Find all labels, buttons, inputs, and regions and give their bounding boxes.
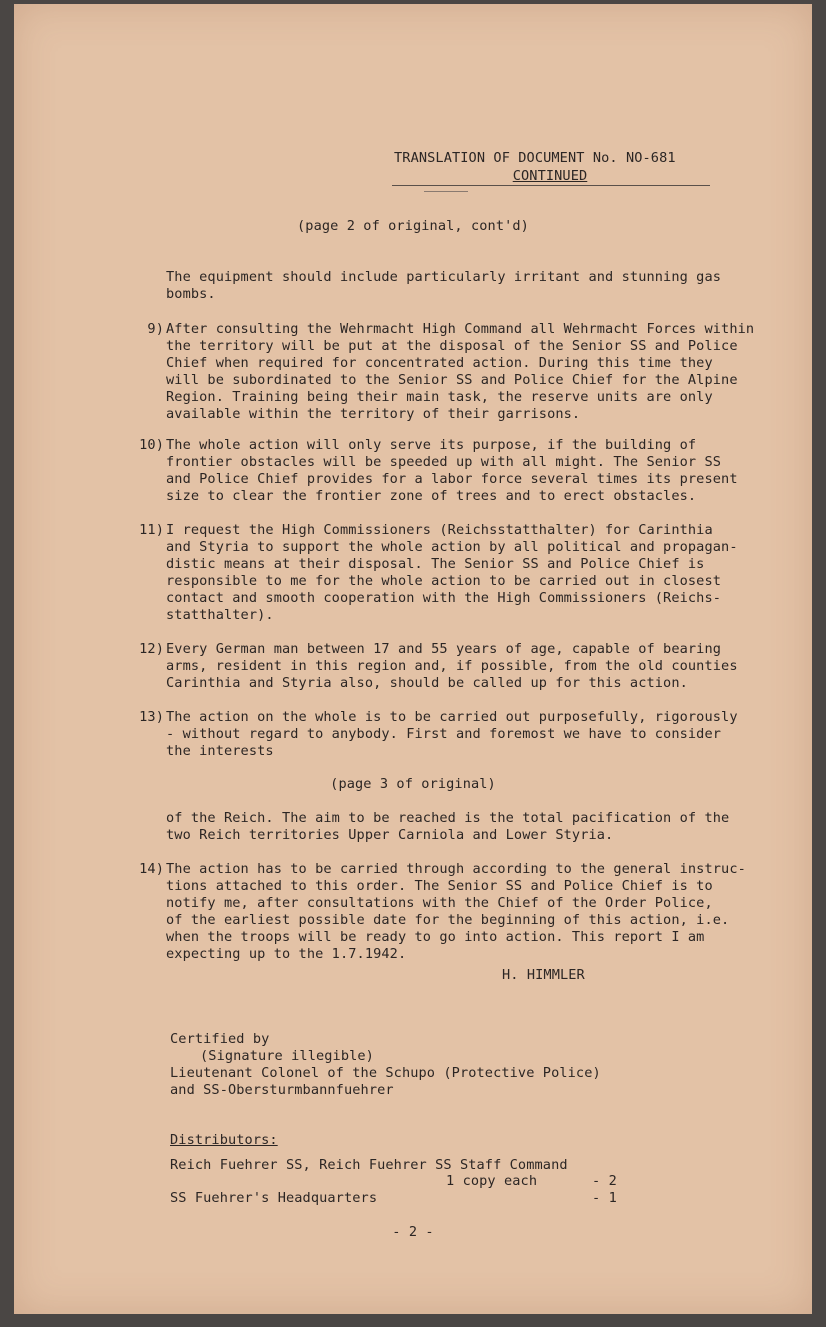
distribution-count-1: - 2 <box>592 1173 617 1189</box>
document-title: TRANSLATION OF DOCUMENT No. NO-681 <box>394 150 676 166</box>
item-number-14: 14) <box>139 861 164 877</box>
item-text-9: After consulting the Wehrmacht High Command all Wehrmacht Forces within the territory will be put at the disposal of the Senior SS and Police Chief when required for concentrated action. During this time they will be subordinated to the Senior SS and Police Chief for the Alpine Region. Training being their main task, the reserve units are only available within the territory of their garrisons. <box>166 321 755 422</box>
document-page <box>14 4 812 1314</box>
item-text-14: The action has to be carried through according to the general instruc- tions attached to this order. The Senior SS and Police Chief is to notify me, after consultations with the Chief of the Order Police, of the earliest possible date for the beginning of this action, i.e. when the troops will be ready to go into action. This report I am expecting up to the 1.7.1942. <box>166 861 746 962</box>
item-number-10: 10) <box>139 437 164 453</box>
item-number-9: 9) <box>147 321 164 337</box>
item-text-12: Every German man between 17 and 55 years of age, capable of bearing arms, resident in this region and, if possible, from the old counties Carinthia and Styria also, should be called up for this action. <box>166 641 738 691</box>
item-number-12: 12) <box>139 641 164 657</box>
continued-text: CONTINUED <box>512 168 588 184</box>
certifier-rank: Lieutenant Colonel of the Schupo (Protective Police) <box>170 1065 601 1081</box>
certifier-rank-ss: and SS-Obersturmbannfuehrer <box>170 1082 394 1098</box>
item-text-13: The action on the whole is to be carried out purposefully, rigorously - without regard to anybody. First and foremost we have to consider the interests <box>166 709 738 759</box>
distribution-line-2: SS Fuehrer's Headquarters <box>170 1190 378 1206</box>
page-number: - 2 - <box>392 1224 434 1240</box>
distribution-count-2: - 1 <box>592 1190 617 1206</box>
distribution-line-1: Reich Fuehrer SS, Reich Fuehrer SS Staff Command <box>170 1157 568 1173</box>
item-number-13: 13) <box>139 709 164 725</box>
header-rule-short <box>424 191 468 192</box>
item-text-11: I request the High Commissioners (Reichsstatthalter) for Carinthia and Styria to support the whole action by all political and propagan- distic means at their disposal. The Senior SS and Police Chief is responsible to me for the whole action to be carried out in closest contact and smooth cooperation with the High Commissioners (Reichs- statthalter). <box>166 522 738 623</box>
signature-illegible: (Signature illegible) <box>200 1048 374 1064</box>
certified-by: Certified by <box>170 1031 270 1047</box>
header-rule <box>392 185 710 186</box>
page-note-original-2: (page 2 of original, cont'd) <box>297 218 529 234</box>
page-note-original-3: (page 3 of original) <box>330 776 496 792</box>
continued-label <box>394 168 706 185</box>
item-text-10: The whole action will only serve its purpose, if the building of frontier obstacles will be speeded up with all might. The Senior SS and Police Chief provides for a labor force several times its present size to clear the frontier zone of trees and to erect obstacles. <box>166 437 738 504</box>
intro-paragraph: The equipment should include particularly irritant and stunning gas bombs. <box>166 269 722 302</box>
distribution-line-1-copies: 1 copy each <box>446 1173 538 1189</box>
distributors-heading: Distributors: <box>170 1132 278 1148</box>
continuation-paragraph: of the Reich. The aim to be reached is the total pacification of the two Reich territories Upper Carniola and Lower Styria. <box>166 810 730 843</box>
signature-name: H. HIMMLER <box>502 967 585 983</box>
item-number-11: 11) <box>139 522 164 538</box>
